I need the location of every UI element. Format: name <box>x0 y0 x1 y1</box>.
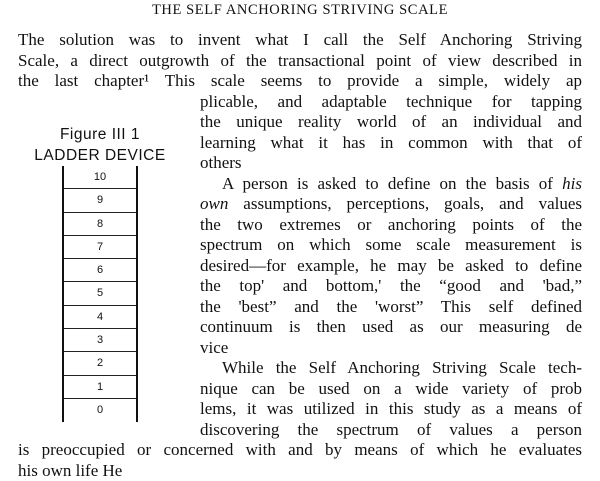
line-text: A person is asked to define on the basis of <box>222 173 553 193</box>
body-line: others <box>200 153 242 172</box>
body-line: continuum is then used as our measuring de <box>200 317 582 336</box>
italic-word: own <box>200 194 229 213</box>
page-title: THE SELF ANCHORING STRIVING SCALE <box>151 2 449 18</box>
body-line: plicable, and adaptable technique for tapping <box>200 91 582 111</box>
body-line: desired—for example, he may be asked to define <box>200 255 582 275</box>
body-line: the top' and bottom,' the “good and 'bad,” <box>200 276 582 295</box>
body-line: learning what it has in common with that of <box>200 132 582 152</box>
ladder-rung-7: 7 <box>64 236 136 259</box>
body-line: the unique reality world of an individual and <box>200 112 582 131</box>
line-text: assumptions, perceptions, goals, and values <box>243 194 583 213</box>
body-line: the two extremes or anchoring points of the <box>200 214 582 234</box>
body-line: his own life He <box>18 460 123 480</box>
body-line: is preoccupied or concerned with and by means of which he evaluates <box>18 440 582 459</box>
body-line: The solution was to invent what I call the Self Anchoring Striving <box>18 30 582 49</box>
ladder-device <box>62 166 138 422</box>
body-line: spectrum on which some scale measurement is <box>200 235 582 254</box>
body-line: vice <box>200 337 229 357</box>
body-line: the 'best” and the 'worst” This self defined <box>200 296 582 316</box>
ladder-rung-3: 3 <box>64 329 136 352</box>
body-line: nique can be used on a wide variety of prob <box>200 378 582 398</box>
ladder-rung-6: 6 <box>64 259 136 282</box>
body-line: lems, it was utilized in this study as a means of <box>200 399 582 418</box>
figure-caption: Figure III 1 <box>59 126 141 143</box>
ladder-rung-9: 9 <box>64 189 136 212</box>
ladder-rung-5: 5 <box>64 282 136 305</box>
body-line <box>200 194 582 214</box>
ladder-rung-10: 10 <box>64 166 136 189</box>
italic-word: his <box>562 173 582 193</box>
figure-label: LADDER DEVICE <box>34 147 166 164</box>
body-line <box>200 174 582 194</box>
body-line: Scale, a direct outgrowth of the transactional point of view described in <box>18 50 582 70</box>
body-line: discovering the spectrum of values a person <box>200 419 582 439</box>
ladder-rung-8: 8 <box>64 213 136 236</box>
body-line: the last chapter¹ This scale seems to provide a simple, widely ap <box>18 71 582 90</box>
ladder-rung-1: 1 <box>64 376 136 399</box>
ladder-rung-0: 0 <box>96 403 104 416</box>
ladder-rung-2: 2 <box>64 352 136 375</box>
body-line: While the Self Anchoring Striving Scale tech- <box>222 358 582 377</box>
ladder-rung-4: 4 <box>64 306 136 329</box>
